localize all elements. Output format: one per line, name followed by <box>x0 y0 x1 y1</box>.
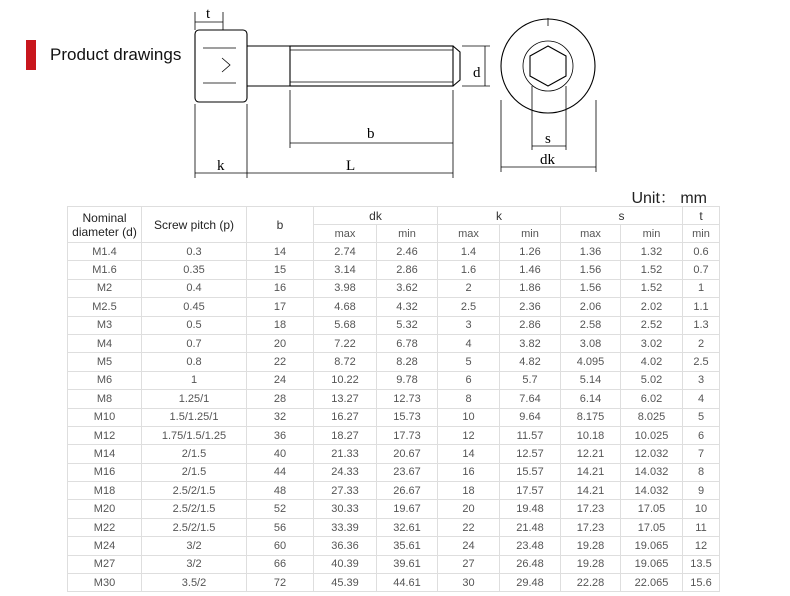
table-row <box>68 426 720 444</box>
cell-t-min: 2 <box>683 334 720 352</box>
cell-b: 52 <box>247 500 314 518</box>
cell-dk-min: 32.61 <box>377 518 438 536</box>
cell-screw-pitch: 2/1.5 <box>142 463 247 481</box>
table-row <box>68 261 720 279</box>
cell-k-max: 24 <box>438 537 500 555</box>
cell-t-min: 1 <box>683 279 720 297</box>
cell-k-min: 12.57 <box>500 445 561 463</box>
cell-s-min: 1.52 <box>621 261 683 279</box>
screw-technical-drawing <box>0 0 790 185</box>
cell-s-min: 17.05 <box>621 518 683 536</box>
cell-screw-pitch: 0.7 <box>142 334 247 352</box>
cell-t-min: 4 <box>683 390 720 408</box>
cell-k-max: 18 <box>438 482 500 500</box>
cell-k-min: 1.86 <box>500 279 561 297</box>
cell-b: 36 <box>247 426 314 444</box>
cell-screw-pitch: 2.5/2/1.5 <box>142 500 247 518</box>
cell-k-min: 15.57 <box>500 463 561 481</box>
cell-k-max: 2.5 <box>438 298 500 316</box>
cell-nominal-diameter: M27 <box>68 555 142 573</box>
cell-k-max: 4 <box>438 334 500 352</box>
cell-k-min: 2.86 <box>500 316 561 334</box>
cell-k-max: 12 <box>438 426 500 444</box>
section-title: Product drawings <box>50 45 182 64</box>
cell-s-max: 2.58 <box>561 316 621 334</box>
cell-dk-min: 9.78 <box>377 371 438 389</box>
cell-b: 17 <box>247 298 314 316</box>
cell-nominal-diameter: M4 <box>68 334 142 352</box>
table-row <box>68 500 720 518</box>
cell-nominal-diameter: M6 <box>68 371 142 389</box>
table-row <box>68 482 720 500</box>
cell-s-min: 19.065 <box>621 555 683 573</box>
header-nominal-diameter: Nominal diameter (d) <box>68 207 142 243</box>
cell-screw-pitch: 3/2 <box>142 537 247 555</box>
cell-s-min: 14.032 <box>621 482 683 500</box>
cell-t-min: 5 <box>683 408 720 426</box>
cell-s-max: 4.095 <box>561 353 621 371</box>
cell-nominal-diameter: M1.4 <box>68 243 142 261</box>
cell-k-min: 17.57 <box>500 482 561 500</box>
cell-b: 24 <box>247 371 314 389</box>
cell-t-min: 11 <box>683 518 720 536</box>
cell-screw-pitch: 3.5/2 <box>142 574 247 592</box>
cell-s-max: 14.21 <box>561 463 621 481</box>
cell-dk-min: 5.32 <box>377 316 438 334</box>
cell-dk-max: 4.68 <box>314 298 377 316</box>
cell-k-max: 2 <box>438 279 500 297</box>
cell-screw-pitch: 0.35 <box>142 261 247 279</box>
cell-k-max: 14 <box>438 445 500 463</box>
cell-b: 28 <box>247 390 314 408</box>
header-t: t <box>683 207 720 225</box>
cell-nominal-diameter: M18 <box>68 482 142 500</box>
cell-k-min: 2.36 <box>500 298 561 316</box>
header-dk-min: min <box>377 225 438 243</box>
cell-nominal-diameter: M2 <box>68 279 142 297</box>
hex-socket <box>530 46 566 86</box>
cell-screw-pitch: 1.5/1.25/1 <box>142 408 247 426</box>
table-row <box>68 353 720 371</box>
cell-t-min: 1.3 <box>683 316 720 334</box>
cell-dk-max: 8.72 <box>314 353 377 371</box>
cell-screw-pitch: 0.8 <box>142 353 247 371</box>
cell-nominal-diameter: M1.6 <box>68 261 142 279</box>
label-L: L <box>346 158 356 174</box>
table-row <box>68 555 720 573</box>
cell-t-min: 2.5 <box>683 353 720 371</box>
cell-k-min: 1.26 <box>500 243 561 261</box>
cell-s-max: 5.14 <box>561 371 621 389</box>
cell-screw-pitch: 2/1.5 <box>142 445 247 463</box>
cell-t-min: 1.1 <box>683 298 720 316</box>
cell-dk-min: 17.73 <box>377 426 438 444</box>
header-dk-max: max <box>314 225 377 243</box>
cell-k-max: 16 <box>438 463 500 481</box>
cell-dk-max: 36.36 <box>314 537 377 555</box>
cell-dk-min: 23.67 <box>377 463 438 481</box>
cell-k-min: 26.48 <box>500 555 561 573</box>
cell-dk-min: 4.32 <box>377 298 438 316</box>
cell-dk-max: 21.33 <box>314 445 377 463</box>
dimension-labels <box>206 6 556 174</box>
dimensions-table <box>67 206 720 592</box>
cell-nominal-diameter: M12 <box>68 426 142 444</box>
cell-s-max: 14.21 <box>561 482 621 500</box>
cell-s-max: 12.21 <box>561 445 621 463</box>
table-row <box>68 298 720 316</box>
cell-dk-max: 13.27 <box>314 390 377 408</box>
cell-k-max: 20 <box>438 500 500 518</box>
screw-head-circle <box>501 19 595 113</box>
cell-b: 66 <box>247 555 314 573</box>
cell-s-max: 6.14 <box>561 390 621 408</box>
cell-s-max: 17.23 <box>561 500 621 518</box>
cell-b: 32 <box>247 408 314 426</box>
cell-screw-pitch: 0.4 <box>142 279 247 297</box>
cell-screw-pitch: 1.25/1 <box>142 390 247 408</box>
cell-k-min: 19.48 <box>500 500 561 518</box>
cell-k-min: 1.46 <box>500 261 561 279</box>
cell-nominal-diameter: M8 <box>68 390 142 408</box>
cell-dk-min: 20.67 <box>377 445 438 463</box>
cell-s-min: 1.32 <box>621 243 683 261</box>
cell-dk-max: 40.39 <box>314 555 377 573</box>
cell-nominal-diameter: M10 <box>68 408 142 426</box>
cell-s-max: 22.28 <box>561 574 621 592</box>
cell-k-max: 27 <box>438 555 500 573</box>
cell-t-min: 3 <box>683 371 720 389</box>
cell-screw-pitch: 2.5/2/1.5 <box>142 482 247 500</box>
cell-dk-min: 44.61 <box>377 574 438 592</box>
cell-dk-max: 3.98 <box>314 279 377 297</box>
cell-s-min: 6.02 <box>621 390 683 408</box>
cell-s-max: 17.23 <box>561 518 621 536</box>
cell-k-min: 9.64 <box>500 408 561 426</box>
cell-dk-max: 10.22 <box>314 371 377 389</box>
cell-s-min: 10.025 <box>621 426 683 444</box>
cell-dk-min: 39.61 <box>377 555 438 573</box>
cell-s-min: 19.065 <box>621 537 683 555</box>
table-row <box>68 445 720 463</box>
label-d: d <box>473 65 481 81</box>
cell-b: 18 <box>247 316 314 334</box>
cell-screw-pitch: 0.3 <box>142 243 247 261</box>
cell-s-min: 22.065 <box>621 574 683 592</box>
table-body <box>68 243 720 592</box>
screw-shank <box>290 46 453 86</box>
cell-dk-min: 2.46 <box>377 243 438 261</box>
cell-screw-pitch: 1 <box>142 371 247 389</box>
cell-dk-min: 2.86 <box>377 261 438 279</box>
cell-screw-pitch: 0.45 <box>142 298 247 316</box>
cell-t-min: 13.5 <box>683 555 720 573</box>
cell-s-min: 1.52 <box>621 279 683 297</box>
cell-k-min: 3.82 <box>500 334 561 352</box>
cell-nominal-diameter: M30 <box>68 574 142 592</box>
header-t-min: min <box>683 225 720 243</box>
cell-k-max: 8 <box>438 390 500 408</box>
table-row <box>68 537 720 555</box>
cell-s-min: 2.52 <box>621 316 683 334</box>
cell-s-max: 1.56 <box>561 261 621 279</box>
screw-end-view <box>501 19 595 113</box>
cell-dk-min: 26.67 <box>377 482 438 500</box>
cell-dk-min: 19.67 <box>377 500 438 518</box>
header-k: k <box>438 207 561 225</box>
cell-k-max: 3 <box>438 316 500 334</box>
cell-nominal-diameter: M20 <box>68 500 142 518</box>
cell-k-max: 1.4 <box>438 243 500 261</box>
cell-t-min: 8 <box>683 463 720 481</box>
cell-s-max: 10.18 <box>561 426 621 444</box>
header-dk: dk <box>314 207 438 225</box>
cell-s-max: 8.175 <box>561 408 621 426</box>
cell-s-min: 4.02 <box>621 353 683 371</box>
cell-k-max: 30 <box>438 574 500 592</box>
cell-k-max: 6 <box>438 371 500 389</box>
cell-b: 60 <box>247 537 314 555</box>
cell-k-min: 7.64 <box>500 390 561 408</box>
cell-b: 22 <box>247 353 314 371</box>
cell-dk-min: 15.73 <box>377 408 438 426</box>
header-s: s <box>561 207 683 225</box>
cell-dk-max: 27.33 <box>314 482 377 500</box>
cell-dk-min: 6.78 <box>377 334 438 352</box>
cell-t-min: 10 <box>683 500 720 518</box>
cell-b: 48 <box>247 482 314 500</box>
label-b: b <box>367 126 375 142</box>
cell-b: 15 <box>247 261 314 279</box>
cell-s-max: 19.28 <box>561 555 621 573</box>
table-row <box>68 463 720 481</box>
cell-dk-min: 12.73 <box>377 390 438 408</box>
cell-s-min: 2.02 <box>621 298 683 316</box>
cell-s-max: 1.36 <box>561 243 621 261</box>
label-t: t <box>206 6 211 22</box>
cell-s-max: 19.28 <box>561 537 621 555</box>
cell-k-min: 4.82 <box>500 353 561 371</box>
cell-dk-min: 3.62 <box>377 279 438 297</box>
cell-k-min: 29.48 <box>500 574 561 592</box>
label-k: k <box>217 158 225 174</box>
cell-nominal-diameter: M3 <box>68 316 142 334</box>
header-b: b <box>247 207 314 243</box>
header-k-max: max <box>438 225 500 243</box>
cell-dk-max: 18.27 <box>314 426 377 444</box>
header-screw-pitch: Screw pitch (p) <box>142 207 247 243</box>
cell-s-min: 14.032 <box>621 463 683 481</box>
cell-s-max: 3.08 <box>561 334 621 352</box>
cell-b: 40 <box>247 445 314 463</box>
cell-t-min: 15.6 <box>683 574 720 592</box>
table-row <box>68 316 720 334</box>
cell-b: 72 <box>247 574 314 592</box>
cell-screw-pitch: 1.75/1.5/1.25 <box>142 426 247 444</box>
cell-dk-max: 16.27 <box>314 408 377 426</box>
cell-t-min: 0.7 <box>683 261 720 279</box>
table-row <box>68 518 720 536</box>
dimension-lines <box>195 12 490 178</box>
label-dk: dk <box>540 152 555 168</box>
cell-s-max: 1.56 <box>561 279 621 297</box>
cell-screw-pitch: 0.5 <box>142 316 247 334</box>
cell-nominal-diameter: M14 <box>68 445 142 463</box>
cell-dk-max: 3.14 <box>314 261 377 279</box>
cell-k-min: 11.57 <box>500 426 561 444</box>
cell-dk-min: 35.61 <box>377 537 438 555</box>
table-row <box>68 574 720 592</box>
cell-nominal-diameter: M24 <box>68 537 142 555</box>
table-row <box>68 279 720 297</box>
cell-dk-max: 2.74 <box>314 243 377 261</box>
cell-s-min: 3.02 <box>621 334 683 352</box>
cell-dk-max: 24.33 <box>314 463 377 481</box>
unit-label: Unit： mm <box>631 190 707 207</box>
cell-dk-max: 5.68 <box>314 316 377 334</box>
cell-t-min: 12 <box>683 537 720 555</box>
cell-k-max: 5 <box>438 353 500 371</box>
cell-s-min: 17.05 <box>621 500 683 518</box>
cell-b: 14 <box>247 243 314 261</box>
cell-t-min: 6 <box>683 426 720 444</box>
header-s-max: max <box>561 225 621 243</box>
screw-head <box>195 30 247 102</box>
table-row <box>68 243 720 261</box>
cell-dk-max: 7.22 <box>314 334 377 352</box>
cell-nominal-diameter: M16 <box>68 463 142 481</box>
table-row <box>68 371 720 389</box>
cell-nominal-diameter: M22 <box>68 518 142 536</box>
cell-k-min: 21.48 <box>500 518 561 536</box>
cell-t-min: 7 <box>683 445 720 463</box>
cell-k-max: 22 <box>438 518 500 536</box>
table-row <box>68 390 720 408</box>
cell-s-min: 5.02 <box>621 371 683 389</box>
cell-t-min: 9 <box>683 482 720 500</box>
cell-k-min: 23.48 <box>500 537 561 555</box>
cell-dk-max: 45.39 <box>314 574 377 592</box>
cell-k-min: 5.7 <box>500 371 561 389</box>
cell-b: 44 <box>247 463 314 481</box>
cell-s-max: 2.06 <box>561 298 621 316</box>
cell-dk-max: 30.33 <box>314 500 377 518</box>
label-s: s <box>545 131 551 147</box>
cell-s-min: 12.032 <box>621 445 683 463</box>
cell-k-max: 10 <box>438 408 500 426</box>
cell-t-min: 0.6 <box>683 243 720 261</box>
header-k-min: min <box>500 225 561 243</box>
cell-s-min: 8.025 <box>621 408 683 426</box>
cell-nominal-diameter: M2.5 <box>68 298 142 316</box>
header-s-min: min <box>621 225 683 243</box>
cell-screw-pitch: 2.5/2/1.5 <box>142 518 247 536</box>
cell-dk-min: 8.28 <box>377 353 438 371</box>
cell-b: 56 <box>247 518 314 536</box>
screw-side-view <box>195 30 460 102</box>
cell-b: 16 <box>247 279 314 297</box>
cell-b: 20 <box>247 334 314 352</box>
table-row <box>68 408 720 426</box>
cell-k-max: 1.6 <box>438 261 500 279</box>
cell-dk-max: 33.39 <box>314 518 377 536</box>
cell-screw-pitch: 3/2 <box>142 555 247 573</box>
table-row <box>68 334 720 352</box>
cell-nominal-diameter: M5 <box>68 353 142 371</box>
